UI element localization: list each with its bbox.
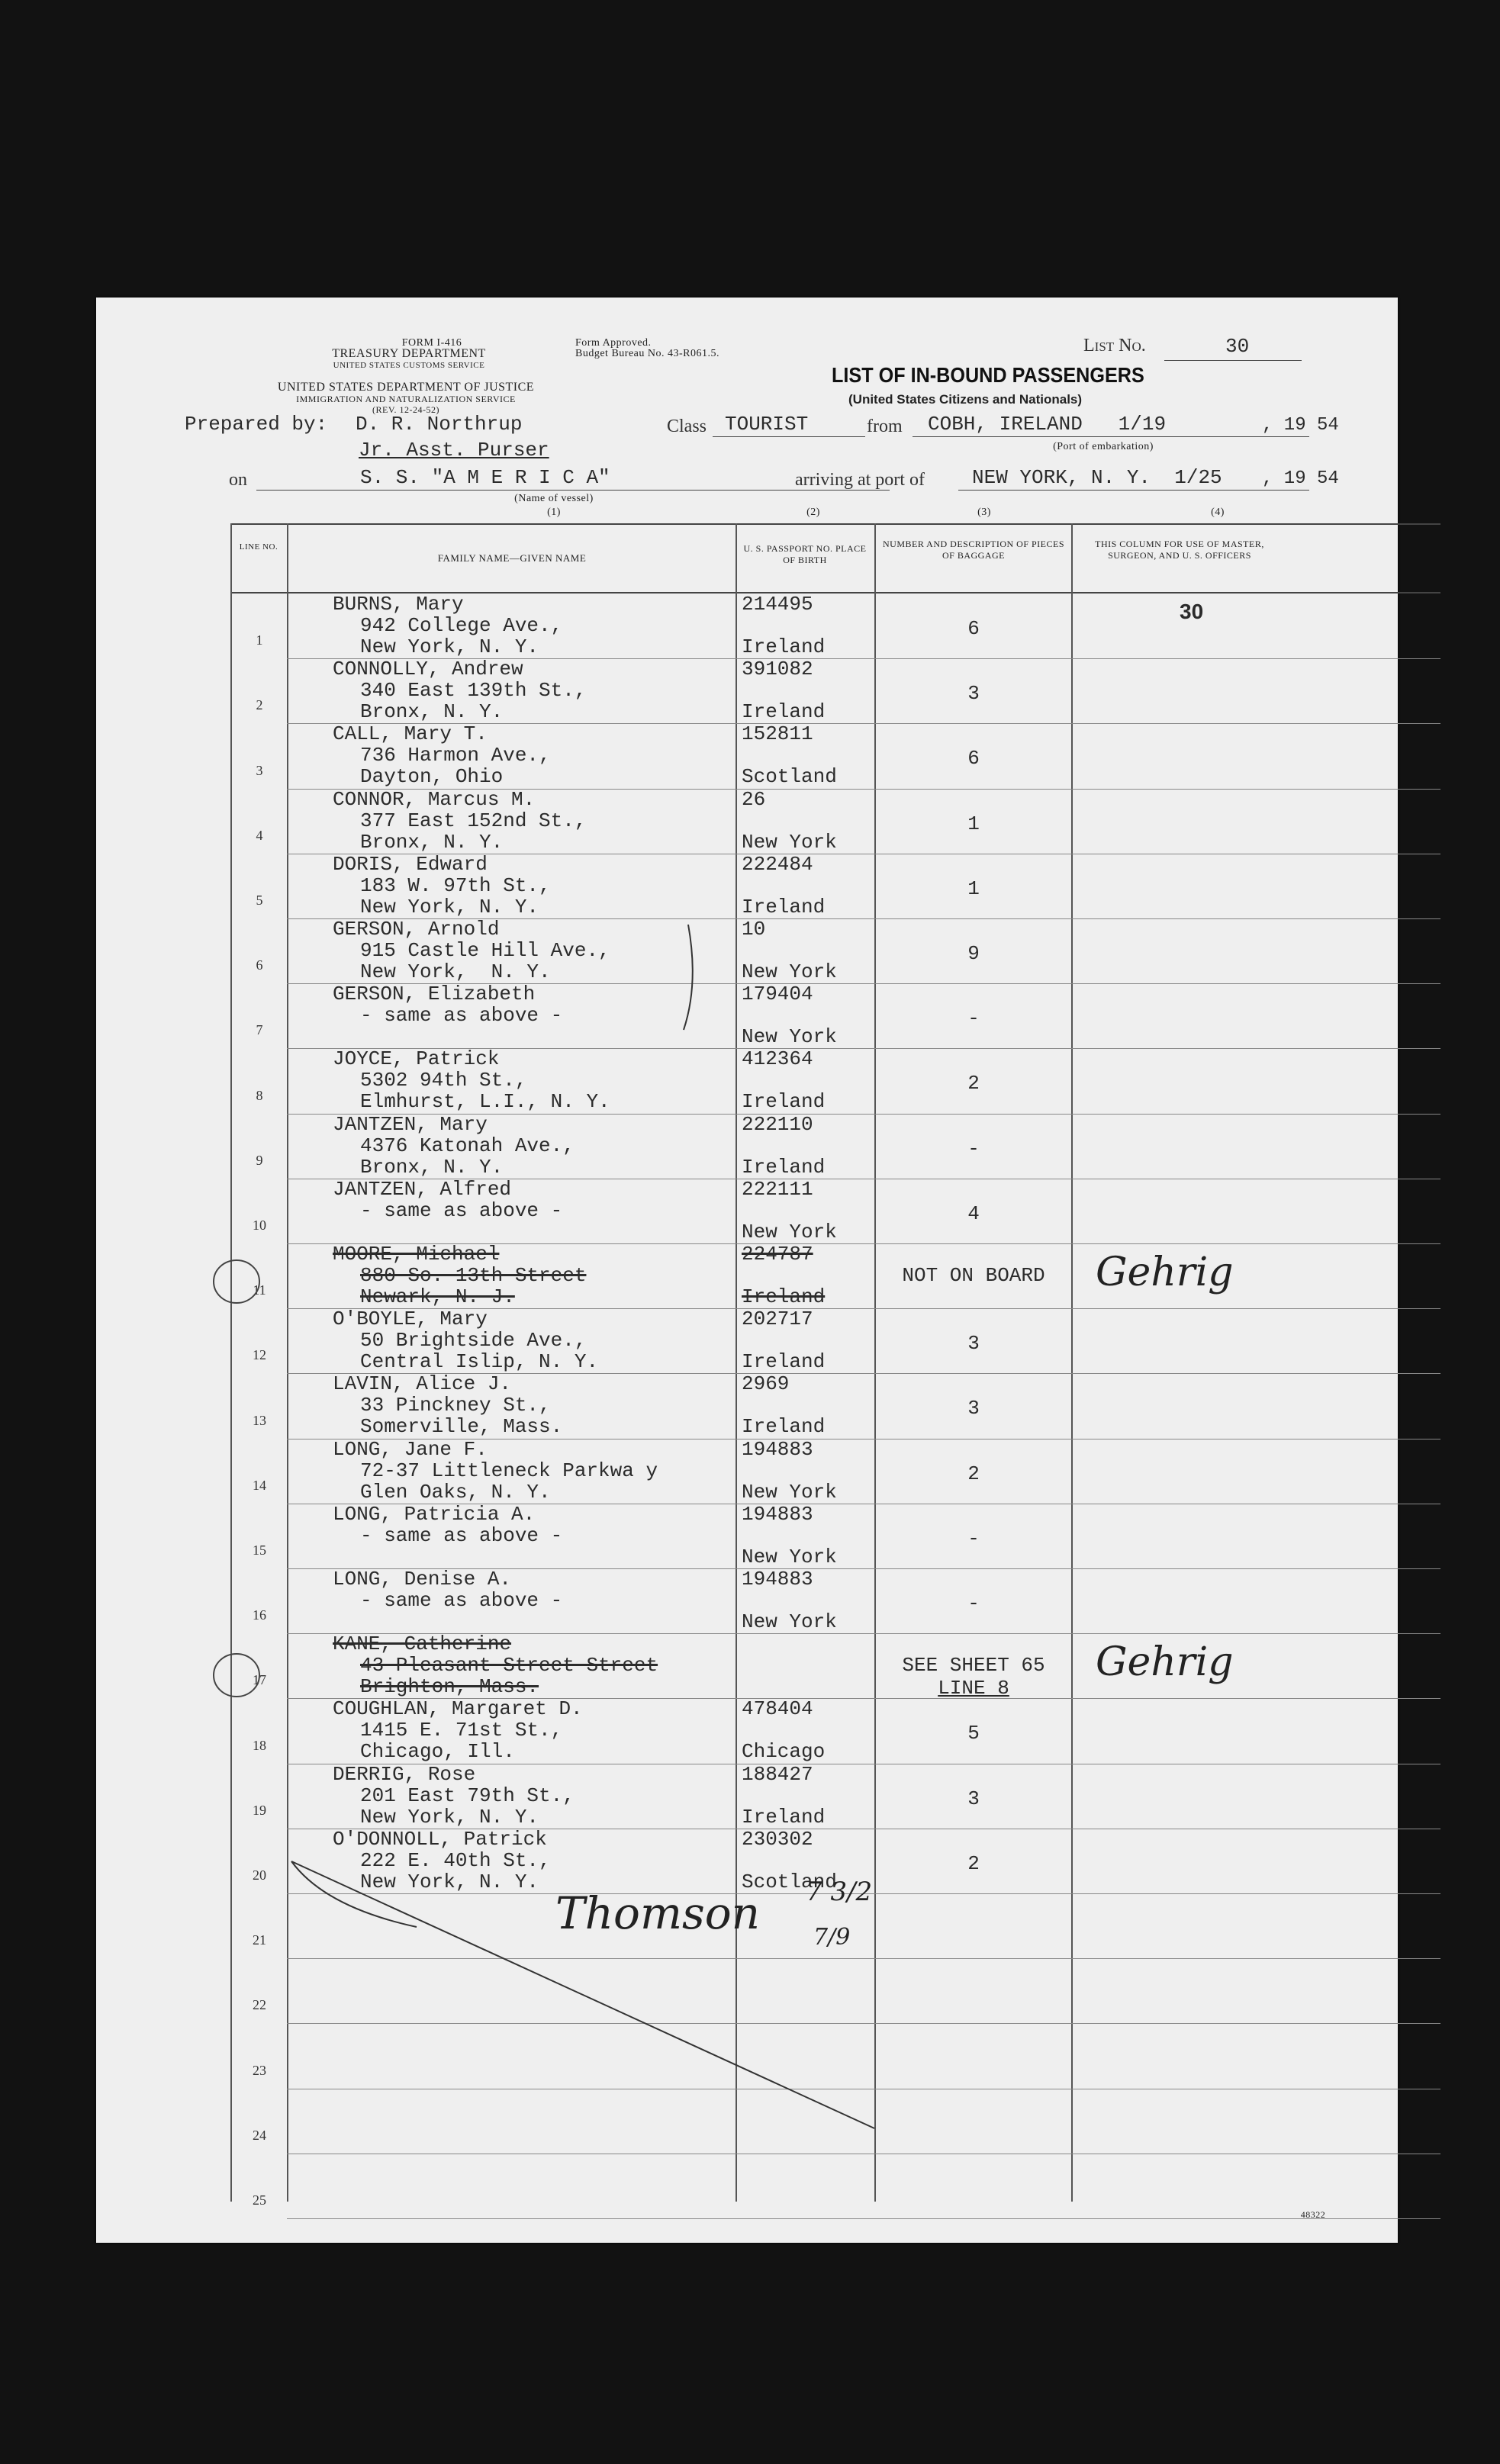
vessel-name: S. S. "A M E R I C A" bbox=[360, 466, 610, 489]
baggage-count: 6 bbox=[967, 617, 980, 640]
passenger-name: LONG, Jane F. bbox=[333, 1437, 488, 1461]
class-value: TOURIST bbox=[725, 413, 809, 436]
place-of-birth: New York bbox=[742, 1025, 837, 1049]
passport-number: 188427 bbox=[742, 1762, 813, 1786]
line-number: 4 bbox=[256, 827, 263, 843]
passenger-name: CONNOR, Marcus M. bbox=[333, 787, 536, 811]
prepared-by-name: D. R. Northrup bbox=[356, 413, 523, 436]
col-header-line-no: LINE NO. bbox=[239, 542, 278, 552]
col-header-name: FAMILY NAME—GIVEN NAME bbox=[437, 552, 587, 564]
baggage-count: - bbox=[967, 1592, 980, 1615]
passport-number: 194883 bbox=[742, 1568, 813, 1591]
passenger-address-line1: 880 So. 13th Street bbox=[360, 1264, 587, 1287]
passport-number: 222111 bbox=[742, 1177, 813, 1201]
passenger-name: LONG, Denise A. bbox=[333, 1568, 512, 1591]
passenger-name: GERSON, Elizabeth bbox=[333, 983, 536, 1006]
passenger-address-line2: Newark, N. J. bbox=[360, 1285, 515, 1308]
baggage-count: 2 bbox=[967, 1462, 980, 1485]
form-subtitle: (United States Citizens and Nationals) bbox=[848, 392, 1083, 407]
passenger-name: GERSON, Arnold bbox=[333, 918, 500, 941]
signature: Thomson bbox=[555, 1887, 760, 1939]
baggage-count: 1 bbox=[967, 812, 980, 835]
from-label: from bbox=[867, 417, 903, 436]
line-number: 21 bbox=[253, 1932, 266, 1948]
passenger-address-line2: Central Islip, N. Y. bbox=[360, 1350, 599, 1374]
line-number: 12 bbox=[253, 1347, 266, 1363]
baggage-line-ref: LINE 8 bbox=[938, 1677, 1009, 1700]
line-number: 6 bbox=[256, 957, 263, 973]
line-number: 17 bbox=[253, 1672, 266, 1688]
form-number: FORM I-416 bbox=[401, 337, 462, 349]
passport-number: 230302 bbox=[742, 1827, 813, 1851]
pen-stroke bbox=[291, 1861, 417, 1927]
place-of-birth: New York bbox=[742, 1545, 837, 1568]
baggage-count: 3 bbox=[967, 1332, 980, 1356]
revision-date: (REV. 12-24-52) bbox=[372, 404, 439, 415]
customs-service: UNITED STATES CUSTOMS SERVICE bbox=[333, 361, 485, 370]
passenger-name: CALL, Mary T. bbox=[333, 722, 488, 746]
passport-number: 10 bbox=[742, 918, 766, 941]
passenger-name: JANTZEN, Alfred bbox=[333, 1177, 512, 1201]
line-number: 11 bbox=[253, 1282, 266, 1298]
col-header-passport: U. S. PASSPORT NO. PLACE OF BIRTH bbox=[743, 543, 867, 565]
place-of-birth: Ireland bbox=[742, 895, 826, 918]
passenger-address-line2: New York, N. Y. bbox=[360, 1805, 539, 1829]
col-header-officers: THIS COLUMN FOR USE OF MASTER, SURGEON, AND U. S. OFFICERS bbox=[1095, 539, 1264, 561]
passenger-name: O'BOYLE, Mary bbox=[333, 1308, 488, 1331]
passenger-address-line1: 942 College Ave., bbox=[360, 614, 563, 637]
footer-code: 48322 bbox=[1300, 2209, 1326, 2220]
passport-number: 412364 bbox=[742, 1047, 813, 1071]
arriving-label: arriving at port of bbox=[795, 470, 925, 490]
passport-number: 391082 bbox=[742, 658, 813, 681]
circle-mark-line-17 bbox=[214, 1654, 259, 1697]
officer-note: 30 bbox=[1180, 600, 1204, 623]
place-of-birth: Ireland bbox=[742, 1155, 826, 1179]
passport-number: 179404 bbox=[742, 983, 813, 1006]
line-number: 13 bbox=[253, 1412, 266, 1428]
baggage-count: 2 bbox=[967, 1851, 980, 1875]
passport-number: 26 bbox=[742, 787, 766, 811]
col-number-2: (2) bbox=[806, 507, 820, 518]
passenger-address-line1: - same as above - bbox=[360, 1589, 563, 1612]
baggage-count: 2 bbox=[967, 1072, 980, 1095]
baggage-count: 4 bbox=[967, 1201, 980, 1225]
passenger-address-line1: 915 Castle Hill Ave., bbox=[360, 939, 610, 962]
line-number: 19 bbox=[253, 1802, 266, 1818]
passenger-address-line2: Dayton, Ohio bbox=[360, 765, 504, 789]
line-number: 24 bbox=[253, 2127, 266, 2143]
line-number: 23 bbox=[253, 2062, 266, 2078]
col-number-3: (3) bbox=[977, 507, 991, 518]
line-number: 1 bbox=[256, 632, 263, 648]
passenger-address-line2: Elmhurst, L.I., N. Y. bbox=[360, 1090, 610, 1114]
list-no-label: List No. bbox=[1083, 336, 1146, 355]
passenger-address-line1: 50 Brightside Ave., bbox=[360, 1329, 587, 1353]
immigration-service: IMMIGRATION AND NATURALIZATION SERVICE bbox=[296, 394, 516, 404]
form-title: LIST OF IN-BOUND PASSENGERS bbox=[832, 363, 1144, 387]
passenger-address-line1: 201 East 79th St., bbox=[360, 1784, 575, 1807]
passport-number: 222484 bbox=[742, 852, 813, 876]
passenger-address-line1: - same as above - bbox=[360, 1004, 563, 1028]
line-number: 15 bbox=[253, 1542, 266, 1558]
cancel-diagonal-line bbox=[291, 1861, 874, 2128]
passenger-name: DERRIG, Rose bbox=[333, 1762, 476, 1786]
passenger-address-line2: New York, N. Y. bbox=[360, 960, 551, 983]
port-embarkation-label: (Port of embarkation) bbox=[1053, 441, 1154, 452]
col-header-baggage: NUMBER AND DESCRIPTION OF PIECES OF BAGGAGE bbox=[882, 539, 1065, 561]
passenger-address-line2: New York, N. Y. bbox=[360, 895, 539, 918]
baggage-count: - bbox=[967, 1137, 980, 1160]
justice-department: UNITED STATES DEPARTMENT OF JUSTICE bbox=[277, 381, 535, 394]
line-number: 16 bbox=[253, 1607, 266, 1623]
passenger-name: JOYCE, Patrick bbox=[333, 1047, 500, 1071]
place-of-birth: Ireland bbox=[742, 1805, 826, 1829]
from-port: COBH, IRELAND 1/19 bbox=[928, 413, 1167, 436]
passenger-address-line1: 736 Harmon Ave., bbox=[360, 744, 551, 767]
passenger-name: LAVIN, Alice J. bbox=[333, 1372, 512, 1396]
officer-note: Gehrig bbox=[1096, 1639, 1234, 1686]
officer-note: Gehrig bbox=[1096, 1250, 1234, 1295]
passport-number: 152811 bbox=[742, 722, 813, 746]
place-of-birth: Scotland bbox=[742, 765, 837, 789]
col-number-4: (4) bbox=[1211, 507, 1225, 518]
vessel-name-label: (Name of vessel) bbox=[514, 493, 594, 504]
baggage-count: 3 bbox=[967, 1787, 980, 1810]
line-number: 9 bbox=[256, 1152, 263, 1168]
baggage-count: 6 bbox=[967, 747, 980, 770]
line-number: 8 bbox=[256, 1087, 263, 1103]
baggage-count: 3 bbox=[967, 1397, 980, 1420]
baggage-count: - bbox=[967, 1007, 980, 1031]
passenger-address-line1: - same as above - bbox=[360, 1198, 563, 1222]
place-of-birth: Ireland bbox=[742, 1285, 826, 1308]
passport-number: 194883 bbox=[742, 1502, 813, 1526]
circle-mark-line-11 bbox=[214, 1260, 259, 1303]
prepared-by-label: Prepared by: bbox=[185, 413, 328, 436]
line-number: 3 bbox=[256, 762, 263, 778]
line-number: 10 bbox=[253, 1217, 266, 1233]
place-of-birth: New York bbox=[742, 1480, 837, 1504]
baggage-count: NOT ON BOARD bbox=[902, 1264, 1045, 1287]
passport-number: 224787 bbox=[742, 1243, 813, 1266]
passport-number: 2969 bbox=[742, 1372, 790, 1396]
form-approved: Form Approved. bbox=[575, 337, 652, 349]
passenger-address-line1: - same as above - bbox=[360, 1523, 563, 1547]
passenger-address-line1: 72-37 Littleneck Parkwa y bbox=[360, 1459, 658, 1482]
passenger-address-line1: 5302 94th St., bbox=[360, 1069, 527, 1092]
passport-number: 194883 bbox=[742, 1437, 813, 1461]
treasury-department: TREASURY DEPARTMENT bbox=[332, 347, 486, 360]
class-label: Class bbox=[667, 417, 707, 436]
baggage-count: - bbox=[967, 1526, 980, 1550]
place-of-birth: New York bbox=[742, 960, 837, 983]
list-number: 30 bbox=[1225, 335, 1250, 358]
pen-bracket bbox=[684, 925, 693, 1030]
place-of-birth: Ireland bbox=[742, 635, 826, 658]
passenger-address-line2: New York, N. Y. bbox=[360, 1870, 539, 1893]
passenger-address-line2: Bronx, N. Y. bbox=[360, 1155, 504, 1179]
passenger-address-line2: Bronx, N. Y. bbox=[360, 830, 504, 854]
place-of-birth: New York bbox=[742, 1220, 837, 1243]
place-of-birth: Ireland bbox=[742, 1090, 826, 1114]
passenger-address-line2: Bronx, N. Y. bbox=[360, 700, 504, 724]
baggage-count: 5 bbox=[967, 1722, 980, 1745]
arrival-year: , 19 54 bbox=[1262, 468, 1339, 489]
passport-number: 202717 bbox=[742, 1308, 813, 1331]
passenger-address-line2: Brighton, Mass. bbox=[360, 1675, 539, 1699]
place-of-birth: Ireland bbox=[742, 1350, 826, 1374]
passenger-address-line2: Glen Oaks, N. Y. bbox=[360, 1480, 551, 1504]
pen-marks bbox=[96, 298, 1398, 2243]
passenger-address-line1: 43 Pleasant Street Street bbox=[360, 1654, 658, 1678]
passenger-name: KANE, Catherine bbox=[333, 1632, 512, 1656]
baggage-count: 9 bbox=[967, 942, 980, 965]
place-of-birth: New York bbox=[742, 1610, 837, 1633]
passport-number: 214495 bbox=[742, 593, 813, 616]
passenger-address-line1: 340 East 139th St., bbox=[360, 679, 587, 703]
place-of-birth: Scotland bbox=[742, 1870, 837, 1893]
baggage-count: 3 bbox=[967, 682, 980, 706]
line-number: 25 bbox=[253, 2192, 266, 2208]
passenger-name: MOORE, Michael bbox=[333, 1243, 500, 1266]
place-of-birth: Ireland bbox=[742, 1415, 826, 1439]
signature-date: 7/9 bbox=[813, 1924, 851, 1951]
departure-year: , 19 54 bbox=[1262, 415, 1339, 436]
baggage-count: SEE SHEET 65 bbox=[902, 1654, 1045, 1678]
line-number: 18 bbox=[253, 1737, 266, 1753]
passenger-address-line1: 33 Pinckney St., bbox=[360, 1394, 551, 1417]
col-number-1: (1) bbox=[547, 507, 561, 518]
passenger-address-line1: 183 W. 97th St., bbox=[360, 873, 551, 897]
on-label: on bbox=[229, 470, 247, 490]
passenger-address-line1: 1415 E. 71st St., bbox=[360, 1719, 563, 1742]
passenger-address-line2: Somerville, Mass. bbox=[360, 1415, 563, 1439]
signature-note: 7 3/2 bbox=[806, 1877, 873, 1907]
passenger-name: O'DONNOLL, Patrick bbox=[333, 1827, 547, 1851]
arrival-port: NEW YORK, N. Y. 1/25 bbox=[972, 466, 1222, 489]
line-number: 20 bbox=[253, 1867, 266, 1883]
budget-bureau: Budget Bureau No. 43-R061.5. bbox=[575, 348, 719, 359]
passport-number: 222110 bbox=[742, 1112, 813, 1136]
passenger-address-line1: 377 East 152nd St., bbox=[360, 809, 587, 832]
place-of-birth: New York bbox=[742, 830, 837, 854]
passenger-name: COUGHLAN, Margaret D. bbox=[333, 1697, 583, 1721]
line-number: 7 bbox=[256, 1022, 263, 1038]
place-of-birth: Ireland bbox=[742, 700, 826, 724]
line-number: 5 bbox=[256, 892, 263, 908]
prepared-by-title: Jr. Asst. Purser bbox=[359, 439, 549, 462]
line-number: 14 bbox=[253, 1477, 266, 1493]
passenger-name: CONNOLLY, Andrew bbox=[333, 658, 523, 681]
passenger-list-sheet bbox=[96, 298, 1398, 2243]
passenger-name: LONG, Patricia A. bbox=[333, 1502, 536, 1526]
line-number: 22 bbox=[253, 1997, 266, 2013]
baggage-count: 1 bbox=[967, 877, 980, 900]
passenger-name: BURNS, Mary bbox=[333, 593, 464, 616]
passenger-address-line2: New York, N. Y. bbox=[360, 635, 539, 658]
passport-number: 478404 bbox=[742, 1697, 813, 1721]
passenger-address-line2: Chicago, Ill. bbox=[360, 1740, 515, 1764]
passenger-address-line1: 4376 Katonah Ave., bbox=[360, 1134, 575, 1157]
passenger-name: DORIS, Edward bbox=[333, 852, 488, 876]
line-number: 2 bbox=[256, 697, 263, 713]
passenger-name: JANTZEN, Mary bbox=[333, 1112, 488, 1136]
passenger-address-line1: 222 E. 40th St., bbox=[360, 1848, 551, 1872]
place-of-birth: Chicago bbox=[742, 1740, 826, 1764]
